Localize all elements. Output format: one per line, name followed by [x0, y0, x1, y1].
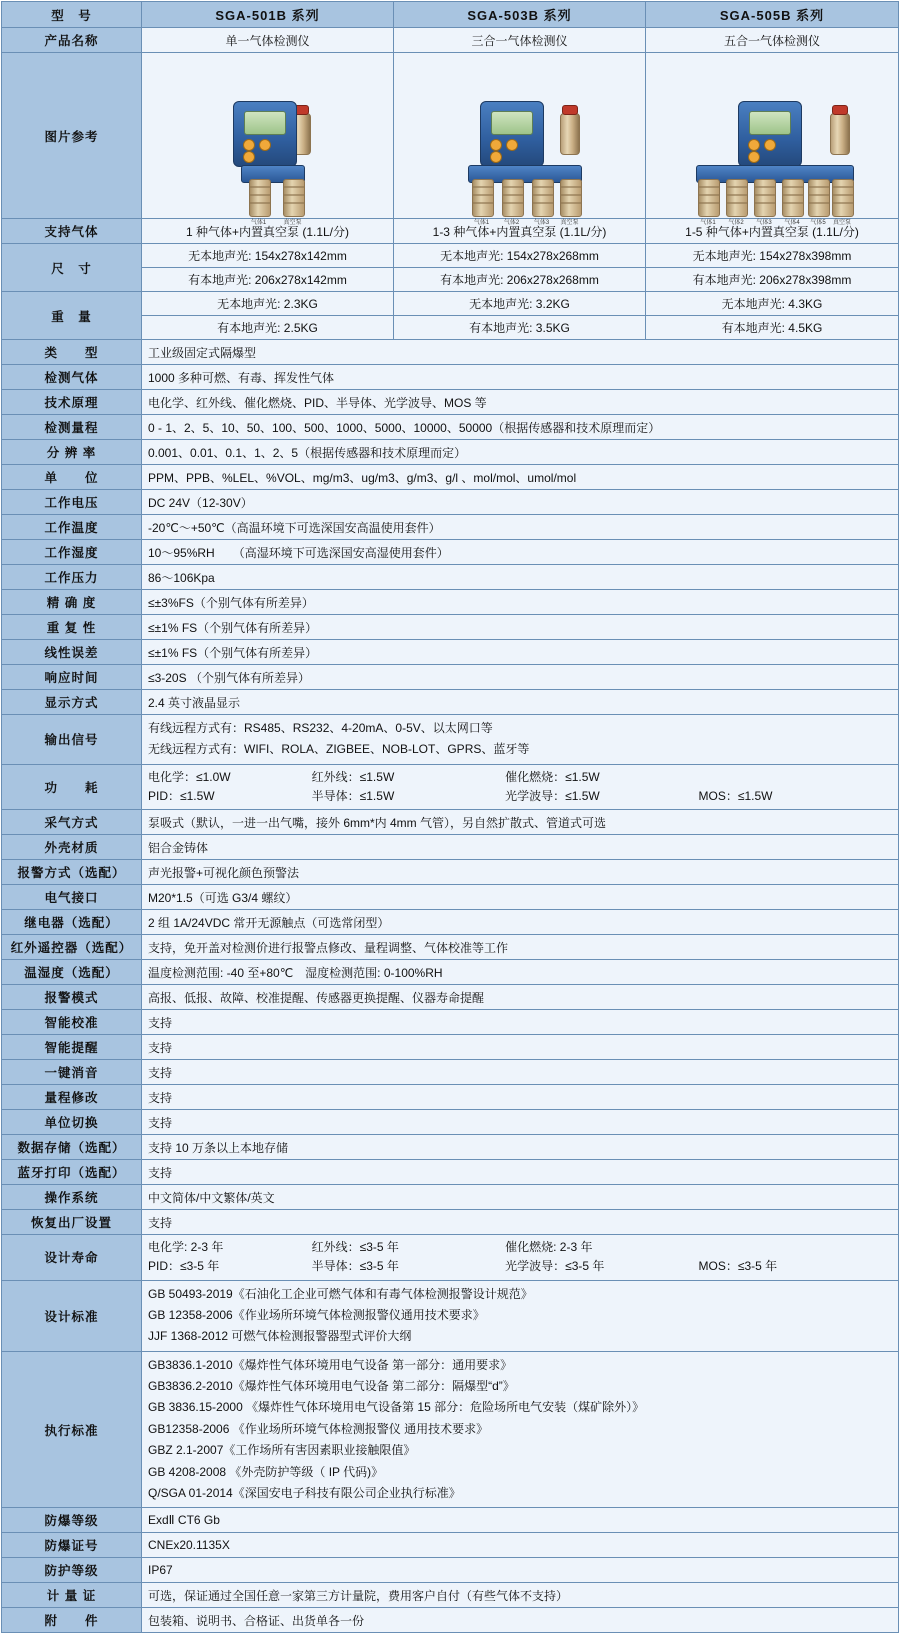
weight-501b-line2: 有本地声光: 2.5KG [217, 321, 318, 335]
table-row-exec-standard [2, 1351, 899, 1508]
row-label-product-name: 产品名称 [2, 28, 142, 53]
spec-sheet [0, 1, 899, 1633]
table-row-display [2, 690, 899, 715]
power-infrared: 红外线：≤1.5W [311, 769, 395, 784]
size-505b-line2: 有本地声光: 206x278x398mm [692, 273, 852, 287]
life-semiconductor: 半导体：≤3-5 年 [311, 1259, 399, 1274]
row-value-temperature: -20℃～+50℃（高温环境下可选深国安高温使用套件） [142, 515, 899, 540]
caption-gas-1: 气体1 [700, 220, 716, 226]
row-label-humidity: 工作湿度 [2, 540, 142, 565]
weight-503b-line1: 无本地声光: 3.2KG [394, 292, 645, 316]
table-row-principle [2, 390, 899, 415]
output-signal-wireless: 无线远程方式有：WIFI、ROLA、ZIGBEE、NOB-LOT、GPRS、蓝牙等 [148, 742, 530, 757]
exec-standard-line-2: GB3836.2-2010《爆炸性气体环境用电气设备 第二部分：隔爆型“d”》 [148, 1379, 515, 1394]
row-value-sampling: 泵吸式（默认，一进一出气嘴，接外 6mm*内 4mm 气管），另自然扩散式、管道式可选 [142, 810, 899, 835]
row-label-size: 尺 寸 [2, 244, 142, 292]
table-row-range [2, 415, 899, 440]
row-value-design-life [142, 1235, 899, 1280]
row-label-accuracy: 精 确 度 [2, 590, 142, 615]
caption-pump-5: 真空泵 [832, 220, 851, 226]
row-value-relay: 2 组 1A/24VDC 常开无源触点（可选常闭型） [142, 910, 899, 935]
table-row-type [2, 340, 899, 365]
row-value-accuracy: ≤±3%FS（个别气体有所差异） [142, 590, 899, 615]
row-value-pressure: 86～106Kpa [142, 565, 899, 590]
caption-gas-1: 气体1 [473, 220, 490, 226]
row-label-ip-grade: 防护等级 [2, 1558, 142, 1583]
caption-pump-1: 真空泵 [283, 220, 302, 226]
row-label-type: 类 型 [2, 340, 142, 365]
power-electrochemical: 电化学：≤1.0W [148, 769, 231, 784]
table-row-pressure [2, 565, 899, 590]
table-row-temperature [2, 515, 899, 540]
table-row-detect-gas [2, 365, 899, 390]
exec-standard-line-3: GB 3836.15-2000 《爆炸性气体环境用电气设备第 15 部分：危险场所电气安装（煤矿除外）》 [148, 1400, 645, 1415]
power-mos: MOS：≤1.5W [698, 788, 773, 803]
table-row-alarm-type [2, 860, 899, 885]
row-value-design-standard [142, 1280, 899, 1351]
row-label-voltage: 工作电压 [2, 490, 142, 515]
table-row-power [2, 764, 899, 809]
row-label-electrical-interface: 电气接口 [2, 885, 142, 910]
row-label-repeatability: 重 复 性 [2, 615, 142, 640]
row-label-design-life: 设计寿命 [2, 1235, 142, 1280]
row-label-principle: 技术原理 [2, 390, 142, 415]
design-standard-line-2: GB 12358-2006《作业场所环境气体检测报警仪通用技术要求》 [148, 1307, 485, 1322]
row-label-exec-standard: 执行标准 [2, 1351, 142, 1508]
row-label-power: 功 耗 [2, 764, 142, 809]
weight-503b [394, 292, 646, 340]
table-row-one-key-mute [2, 1060, 899, 1085]
row-value-type: 工业级固定式隔爆型 [142, 340, 899, 365]
row-value-alarm-mode: 高报、低报、故障、校准提醒、传感器更换提醒、仪器寿命提醒 [142, 985, 899, 1010]
size-501b [142, 244, 394, 292]
table-row-repeatability [2, 615, 899, 640]
row-label-design-standard: 设计标准 [2, 1280, 142, 1351]
row-value-ex-cert: CNEx20.1135X [142, 1533, 899, 1558]
row-value-one-key-mute: 支持 [142, 1060, 899, 1085]
row-label-ir-remote: 红外遥控器（选配） [2, 935, 142, 960]
model-505b: SGA-505B 系列 [646, 2, 899, 28]
row-value-resolution: 0.001、0.01、0.1、1、2、5（根据传感器和技术原理而定） [142, 440, 899, 465]
table-row-electrical-interface [2, 885, 899, 910]
table-row-accessories [2, 1608, 899, 1633]
row-value-detect-gas: 1000 多种可燃、有毒、挥发性气体 [142, 365, 899, 390]
row-value-smart-calibration: 支持 [142, 1010, 899, 1035]
row-label-housing: 外壳材质 [2, 835, 142, 860]
row-label-os: 操作系统 [2, 1185, 142, 1210]
row-label-alarm-mode: 报警模式 [2, 985, 142, 1010]
size-503b [394, 244, 646, 292]
row-label-temp-humidity-option: 温湿度（选配） [2, 960, 142, 985]
exec-standard-line-7: Q/SGA 01-2014《深国安电子科技有限公司企业执行标准》 [148, 1486, 461, 1501]
table-row-ex-cert [2, 1533, 899, 1558]
weight-505b-line2: 有本地声光: 4.5KG [721, 321, 823, 335]
row-label-ex-cert: 防爆证号 [2, 1533, 142, 1558]
table-row-factory-reset [2, 1210, 899, 1235]
model-503b: SGA-503B 系列 [394, 2, 646, 28]
table-row-bluetooth-print [2, 1160, 899, 1185]
row-label-unit-switch: 单位切换 [2, 1110, 142, 1135]
row-label-output-signal: 输出信号 [2, 715, 142, 765]
device-image-503b [394, 53, 646, 226]
row-label-weight: 重 量 [2, 292, 142, 340]
row-label-range-modify: 量程修改 [2, 1085, 142, 1110]
row-value-ip-grade: IP67 [142, 1558, 899, 1583]
caption-gas-5: 气体5 [810, 220, 826, 226]
row-value-housing: 铝合金铸体 [142, 835, 899, 860]
row-label-response-time: 响应时间 [2, 665, 142, 690]
design-standard-line-3: JJF 1368-2012 可燃气体检测报警器型式评价大纲 [148, 1329, 412, 1344]
table-row-weight [2, 292, 899, 340]
row-label-accessories: 附 件 [2, 1608, 142, 1633]
product-name-503b: 三合一气体检测仪 [394, 28, 646, 53]
caption-gas-2: 气体2 [728, 220, 744, 226]
row-label-unit: 单 位 [2, 465, 142, 490]
table-row-temp-humidity-option [2, 960, 899, 985]
table-row-image-reference [2, 53, 899, 219]
row-value-temp-humidity-option: 温度检测范围: -40 至+80℃ 湿度检测范围: 0-100%RH [142, 960, 899, 985]
row-value-ir-remote: 支持，免开盖对检测价进行报警点修改、量程调整、气体校准等工作 [142, 935, 899, 960]
row-label-pressure: 工作压力 [2, 565, 142, 590]
size-503b-line1: 无本地声光: 154x278x268mm [394, 244, 645, 268]
row-label-display: 显示方式 [2, 690, 142, 715]
row-label-support-gas: 支持气体 [2, 219, 142, 244]
life-optical-waveguide: 光学波导：≤3-5 年 [505, 1259, 605, 1274]
table-row-size [2, 244, 899, 292]
life-pid: PID：≤3-5 年 [148, 1259, 220, 1274]
table-row-smart-calibration [2, 1010, 899, 1035]
power-catalytic: 催化燃烧：≤1.5W [505, 769, 600, 784]
caption-gas-1: 气体1 [250, 220, 267, 226]
table-row-accuracy [2, 590, 899, 615]
model-501b: SGA-501B 系列 [142, 2, 394, 28]
size-505b-line1: 无本地声光: 154x278x398mm [646, 244, 898, 268]
caption-gas-2: 气体2 [503, 220, 520, 226]
table-row-output-signal [2, 715, 899, 765]
table-row-smart-reminder [2, 1035, 899, 1060]
row-label-linearity: 线性误差 [2, 640, 142, 665]
power-pid: PID：≤1.5W [148, 788, 215, 803]
weight-503b-line2: 有本地声光: 3.5KG [469, 321, 570, 335]
row-label-bluetooth-print: 蓝牙打印（选配） [2, 1160, 142, 1185]
table-row-unit-switch [2, 1110, 899, 1135]
row-label-ex-grade: 防爆等级 [2, 1508, 142, 1533]
table-row-alarm-mode [2, 985, 899, 1010]
table-row-design-standard [2, 1280, 899, 1351]
power-semiconductor: 半导体：≤1.5W [311, 788, 395, 803]
specification-table [1, 1, 899, 1633]
table-row-unit [2, 465, 899, 490]
row-value-range: 0 - 1、2、5、10、50、100、500、1000、5000、10000、50000（根据传感器和技术原理而定） [142, 415, 899, 440]
row-value-os: 中文简体/中文繁体/英文 [142, 1185, 899, 1210]
size-503b-line2: 有本地声光: 206x278x268mm [440, 273, 599, 287]
exec-standard-line-6: GB 4208-2008 《外壳防护等级（ IP 代码)》 [148, 1464, 384, 1479]
product-name-505b: 五合一气体检测仪 [646, 28, 899, 53]
row-value-principle: 电化学、红外线、催化燃烧、PID、半导体、光学波导、MOS 等 [142, 390, 899, 415]
row-label-image-reference: 图片参考 [2, 53, 142, 219]
row-label-relay: 继电器（选配） [2, 910, 142, 935]
size-505b [646, 244, 899, 292]
row-value-electrical-interface: M20*1.5（可选 G3/4 螺纹） [142, 885, 899, 910]
table-row-sampling [2, 810, 899, 835]
row-value-data-storage: 支持 10 万条以上本地存储 [142, 1135, 899, 1160]
table-row-metrology-cert [2, 1583, 899, 1608]
row-value-output-signal [142, 715, 899, 765]
exec-standard-line-1: GB3836.1-2010《爆炸性气体环境用电气设备 第一部分：通用要求》 [148, 1357, 513, 1372]
product-name-501b: 单一气体检测仪 [142, 28, 394, 53]
row-value-power [142, 764, 899, 809]
row-label-smart-reminder: 智能提醒 [2, 1035, 142, 1060]
row-value-alarm-type: 声光报警+可视化颜色预警法 [142, 860, 899, 885]
device-illustration-5 [646, 53, 898, 226]
caption-gas-3: 气体3 [533, 220, 550, 226]
row-label-smart-calibration: 智能校准 [2, 1010, 142, 1035]
row-value-ex-grade: ExdⅡ CT6 Gb [142, 1508, 899, 1533]
weight-501b-line1: 无本地声光: 2.3KG [142, 292, 393, 316]
row-value-response-time: ≤3-20S （个别气体有所差异） [142, 665, 899, 690]
table-row-product-name [2, 28, 899, 53]
caption-gas-4: 气体4 [784, 220, 800, 226]
table-row-range-modify [2, 1085, 899, 1110]
row-label-range: 检测量程 [2, 415, 142, 440]
caption-pump-3: 真空泵 [560, 220, 579, 226]
device-image-501b [142, 53, 394, 226]
row-value-display: 2.4 英寸液晶显示 [142, 690, 899, 715]
weight-505b-line1: 无本地声光: 4.3KG [646, 292, 898, 316]
row-value-unit: PPM、PPB、%LEL、%VOL、mg/m3、ug/m3、g/m3、g/l 、mol/mol、umol/mol [142, 465, 899, 490]
row-value-bluetooth-print: 支持 [142, 1160, 899, 1185]
row-value-repeatability: ≤±1% FS（个别气体有所差异） [142, 615, 899, 640]
power-optical-waveguide: 光学波导：≤1.5W [505, 788, 600, 803]
row-value-linearity: ≤±1% FS（个别气体有所差异） [142, 640, 899, 665]
support-gas-505b: 1-5 种气体+内置真空泵 (1.1L/分) [646, 219, 899, 244]
device-illustration-3 [394, 53, 645, 226]
life-catalytic: 催化燃烧: 2-3 年 [505, 1240, 593, 1255]
table-row-os [2, 1185, 899, 1210]
row-label-resolution: 分 辨 率 [2, 440, 142, 465]
row-value-accessories: 包装箱、说明书、合格证、出货单各一份 [142, 1608, 899, 1633]
life-electrochemical: 电化学: 2-3 年 [148, 1240, 224, 1255]
row-value-exec-standard [142, 1351, 899, 1508]
table-row-relay [2, 910, 899, 935]
life-mos: MOS：≤3-5 年 [698, 1259, 778, 1274]
table-row-humidity [2, 540, 899, 565]
weight-505b [646, 292, 899, 340]
table-row-model [2, 2, 899, 28]
row-value-voltage: DC 24V（12-30V） [142, 490, 899, 515]
table-row-response-time [2, 665, 899, 690]
row-value-smart-reminder: 支持 [142, 1035, 899, 1060]
row-label-data-storage: 数据存储（选配） [2, 1135, 142, 1160]
row-label-temperature: 工作温度 [2, 515, 142, 540]
row-label-sampling: 采气方式 [2, 810, 142, 835]
row-label-one-key-mute: 一键消音 [2, 1060, 142, 1085]
caption-gas-3: 气体3 [756, 220, 772, 226]
table-row-data-storage [2, 1135, 899, 1160]
support-gas-501b: 1 种气体+内置真空泵 (1.1L/分) [142, 219, 394, 244]
row-label-factory-reset: 恢复出厂设置 [2, 1210, 142, 1235]
design-standard-line-1: GB 50493-2019《石油化工企业可燃气体和有毒气体检测报警设计规范》 [148, 1286, 533, 1301]
device-illustration-1 [142, 53, 393, 226]
row-value-metrology-cert: 可选，保证通过全国任意一家第三方计量院，费用客户自付（有些气体不支持） [142, 1583, 899, 1608]
table-row-design-life [2, 1235, 899, 1280]
row-value-humidity: 10～95%RH （高湿环境下可选深国安高湿使用套件） [142, 540, 899, 565]
table-row-resolution [2, 440, 899, 465]
exec-standard-line-5: GBZ 2.1-2007《工作场所有害因素职业接触限值》 [148, 1443, 416, 1458]
table-row-linearity [2, 640, 899, 665]
output-signal-wired: 有线远程方式有：RS485、RS232、4-20mA、0-5V、以太网口等 [148, 721, 493, 735]
table-row-ex-grade [2, 1508, 899, 1533]
size-501b-line1: 无本地声光: 154x278x142mm [142, 244, 393, 268]
row-value-unit-switch: 支持 [142, 1110, 899, 1135]
table-row-voltage [2, 490, 899, 515]
row-value-factory-reset: 支持 [142, 1210, 899, 1235]
row-value-range-modify: 支持 [142, 1085, 899, 1110]
life-infrared: 红外线：≤3-5 年 [311, 1240, 399, 1255]
support-gas-503b: 1-3 种气体+内置真空泵 (1.1L/分) [394, 219, 646, 244]
size-501b-line2: 有本地声光: 206x278x142mm [188, 273, 347, 287]
device-image-505b [646, 53, 899, 226]
row-label-detect-gas: 检测气体 [2, 365, 142, 390]
row-label-metrology-cert: 计 量 证 [2, 1583, 142, 1608]
weight-501b [142, 292, 394, 340]
table-row-ip-grade [2, 1558, 899, 1583]
row-label-alarm-type: 报警方式（选配） [2, 860, 142, 885]
table-row-ir-remote [2, 935, 899, 960]
exec-standard-line-4: GB12358-2006 《作业场所环境气体检测报警仪 通用技术要求》 [148, 1421, 489, 1436]
table-row-housing [2, 835, 899, 860]
row-label-model: 型 号 [2, 2, 142, 28]
